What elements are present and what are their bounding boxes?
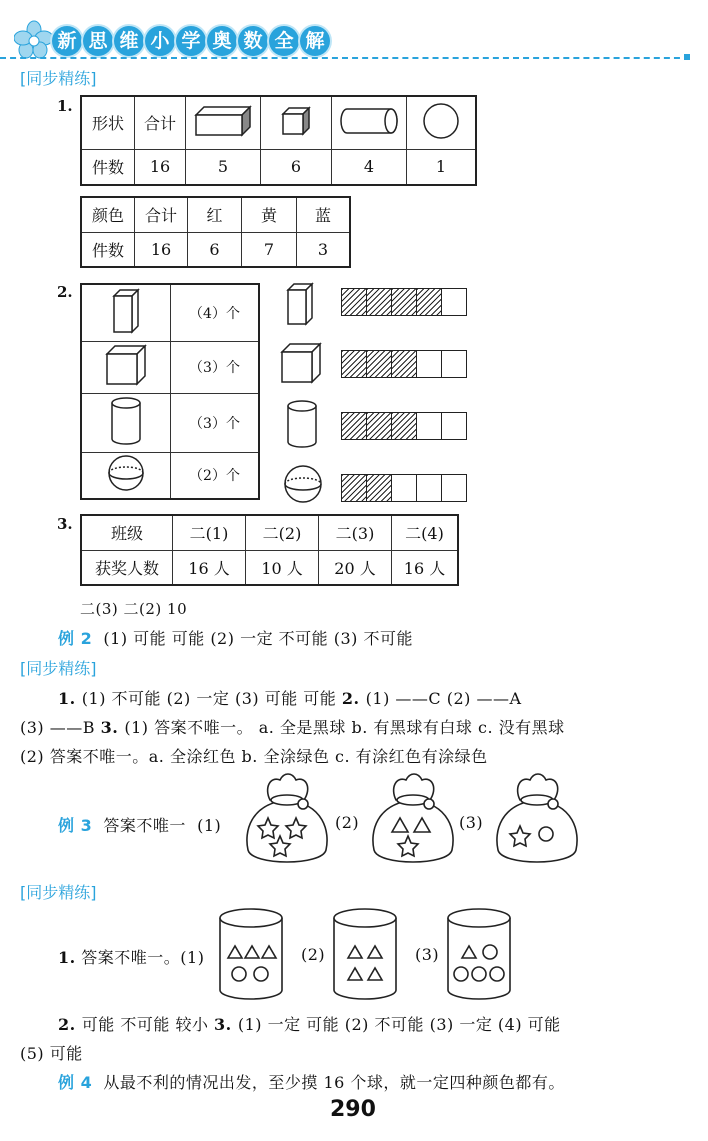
option-label: (2) (335, 813, 360, 832)
question-number: 3. (100, 718, 125, 737)
cylinder-icon (106, 395, 146, 447)
bar-cell-empty (442, 351, 466, 377)
bar-cell-empty (442, 289, 466, 315)
row-label: 件数 (81, 149, 135, 185)
option-label: (1) (197, 816, 222, 835)
tall-cuboid-icon (108, 286, 144, 336)
count-cell: （2）个 (171, 452, 260, 499)
bar-cell-filled (417, 289, 442, 315)
option-label: (3) (415, 945, 440, 964)
title-char: 学 (176, 26, 206, 56)
bar-cell-empty (417, 475, 442, 501)
bar-cell-filled (367, 413, 392, 439)
row-label: 颜色 (81, 197, 135, 232)
color-count-table (80, 196, 351, 268)
example-3 (58, 813, 221, 836)
bar-cell-empty (442, 413, 466, 439)
cube-icon (279, 104, 313, 138)
count-cell: 16 (135, 232, 188, 267)
answer-line (58, 1012, 561, 1035)
bag-triangles-star-icon (366, 770, 460, 870)
tally-bar (341, 412, 467, 440)
total-header: 合计 (135, 96, 186, 149)
shape-cell (81, 341, 171, 393)
table-header: 二(2) (246, 515, 319, 550)
question-number: 2. (58, 1015, 82, 1034)
jar-two-triangles-three-circles-icon (444, 906, 514, 1002)
table-header: 红 (188, 197, 242, 232)
answer-line (58, 945, 204, 968)
bar-cell-filled (392, 351, 417, 377)
answer-text: 可能 不可能 较小 (81, 1015, 215, 1034)
row-label: 件数 (81, 232, 135, 267)
count-cell: 6 (261, 149, 332, 185)
tall-cuboid-icon (282, 280, 322, 328)
count-cell: 4 (332, 149, 407, 185)
count-cell: 10 人 (246, 550, 319, 585)
jar-triangles-circles-icon (216, 906, 286, 1002)
example-text: 答案不唯一 (103, 816, 186, 835)
count-cell: （3）个 (171, 341, 260, 393)
shape-count-table (80, 95, 477, 186)
count-cell: 1 (407, 149, 477, 185)
cube-icon (103, 342, 149, 388)
cuboid-cell (186, 96, 261, 149)
q3-answer: 二(3) 二(2) 10 (80, 600, 188, 618)
answer-line: (2) 答案不唯一。a. 全涂红色 b. 全涂绿色 c. 有涂红色有涂绿色 (20, 747, 488, 766)
cylinder-icon (337, 104, 401, 138)
section-heading: [同步精练] (20, 883, 97, 902)
option-label: (3) (459, 813, 484, 832)
cube-cell (261, 96, 332, 149)
question-number: 1. (58, 689, 82, 708)
bar-cell-empty (442, 475, 466, 501)
bar-cell-filled (392, 413, 417, 439)
shape-cell (81, 394, 171, 453)
cuboid-icon (192, 103, 254, 139)
answer-text: (3) ——B (20, 718, 101, 737)
example-text: (1) 可能 可能 (2) 一定 不可能 (3) 不可能 (103, 629, 413, 648)
count-cell: 16 人 (173, 550, 246, 585)
bar-cell-filled (342, 413, 367, 439)
bar-cell-empty (392, 475, 417, 501)
bar-cell-filled (392, 289, 417, 315)
question-number: 1. (57, 97, 73, 115)
answer-text: (1) 答案不唯一。 a. 全是黑球 b. 有黑球有白球 c. 没有黑球 (124, 718, 565, 737)
count-cell: （3）个 (171, 394, 260, 453)
title-char: 思 (83, 26, 113, 56)
bar-cell-filled (342, 351, 367, 377)
question-number: 1. (58, 948, 76, 967)
count-cell: 7 (242, 232, 297, 267)
answer-text: (1) ——C (2) ——A (365, 689, 522, 708)
bar-cell-filled (342, 289, 367, 315)
bar-cell-filled (367, 289, 392, 315)
tally-bar (341, 350, 467, 378)
table-header: 蓝 (297, 197, 351, 232)
bar-cell-filled (367, 351, 392, 377)
example-label: 例 2 (58, 629, 93, 648)
count-cell: 16 人 (392, 550, 459, 585)
title-char: 解 (300, 26, 330, 56)
row-label: 形状 (81, 96, 135, 149)
row-label: 获奖人数 (81, 550, 173, 585)
answer-line: (5) 可能 (20, 1044, 83, 1063)
question-number: 3. (214, 1015, 238, 1034)
cylinder-icon (282, 398, 322, 450)
count-cell: 6 (188, 232, 242, 267)
title-char: 新 (52, 26, 82, 56)
jar-four-triangles-icon (330, 906, 400, 1002)
option-label: (2) (301, 945, 326, 964)
book-title (52, 26, 342, 60)
sphere-cell (407, 96, 477, 149)
title-char: 小 (145, 26, 175, 56)
sphere-icon (104, 453, 148, 493)
cube-icon (280, 342, 324, 386)
tally-bar (341, 288, 467, 316)
tally-bar (341, 474, 467, 502)
count-cell: （4）个 (171, 284, 260, 341)
table-header: 二(1) (173, 515, 246, 550)
example-label: 例 4 (58, 1073, 93, 1092)
question-number: 3. (57, 515, 73, 533)
answer-text: (1) 不可能 (2) 一定 (3) 可能 可能 (81, 689, 342, 708)
sphere-icon (280, 464, 326, 504)
example-4 (58, 1070, 565, 1093)
page-number: 290 (330, 1097, 376, 1122)
bag-three-stars-icon (240, 770, 334, 870)
cylinder-cell (332, 96, 407, 149)
count-cell: 3 (297, 232, 351, 267)
bar-cell-empty (417, 351, 442, 377)
bag-star-circle-icon (490, 770, 584, 870)
table-header: 黄 (242, 197, 297, 232)
flower-icon (14, 20, 54, 60)
header-dot (684, 54, 690, 60)
count-cell: 5 (186, 149, 261, 185)
title-char: 奥 (207, 26, 237, 56)
shape-cell (81, 452, 171, 499)
example-2 (58, 626, 413, 649)
count-cell: 20 人 (319, 550, 392, 585)
section-heading: [同步精练] (20, 659, 97, 678)
example-text: 从最不利的情况出发，至少摸 16 个球，就一定四种颜色都有。 (103, 1073, 565, 1092)
table-header: 二(4) (392, 515, 459, 550)
answer-line (58, 686, 522, 709)
sphere-icon (421, 101, 461, 141)
bar-cell-empty (417, 413, 442, 439)
shape-tally-table (80, 283, 260, 500)
shape-cell (81, 284, 171, 341)
table-header: 二(3) (319, 515, 392, 550)
title-char: 数 (238, 26, 268, 56)
table-header: 合计 (135, 197, 188, 232)
answer-text: 答案不唯一。(1) (81, 948, 205, 967)
total-value: 16 (135, 149, 186, 185)
answer-text: (1) 一定 可能 (2) 不可能 (3) 一定 (4) 可能 (237, 1015, 561, 1034)
header-divider (0, 57, 690, 59)
answer-line (20, 715, 565, 738)
bar-cell-filled (342, 475, 367, 501)
title-char: 维 (114, 26, 144, 56)
example-label: 例 3 (58, 816, 93, 835)
section-heading: [同步精练] (20, 69, 97, 88)
award-table (80, 514, 459, 586)
table-header: 班级 (81, 515, 173, 550)
question-number: 2. (341, 689, 366, 708)
question-number: 2. (57, 283, 73, 301)
title-char: 全 (269, 26, 299, 56)
bar-cell-filled (367, 475, 392, 501)
